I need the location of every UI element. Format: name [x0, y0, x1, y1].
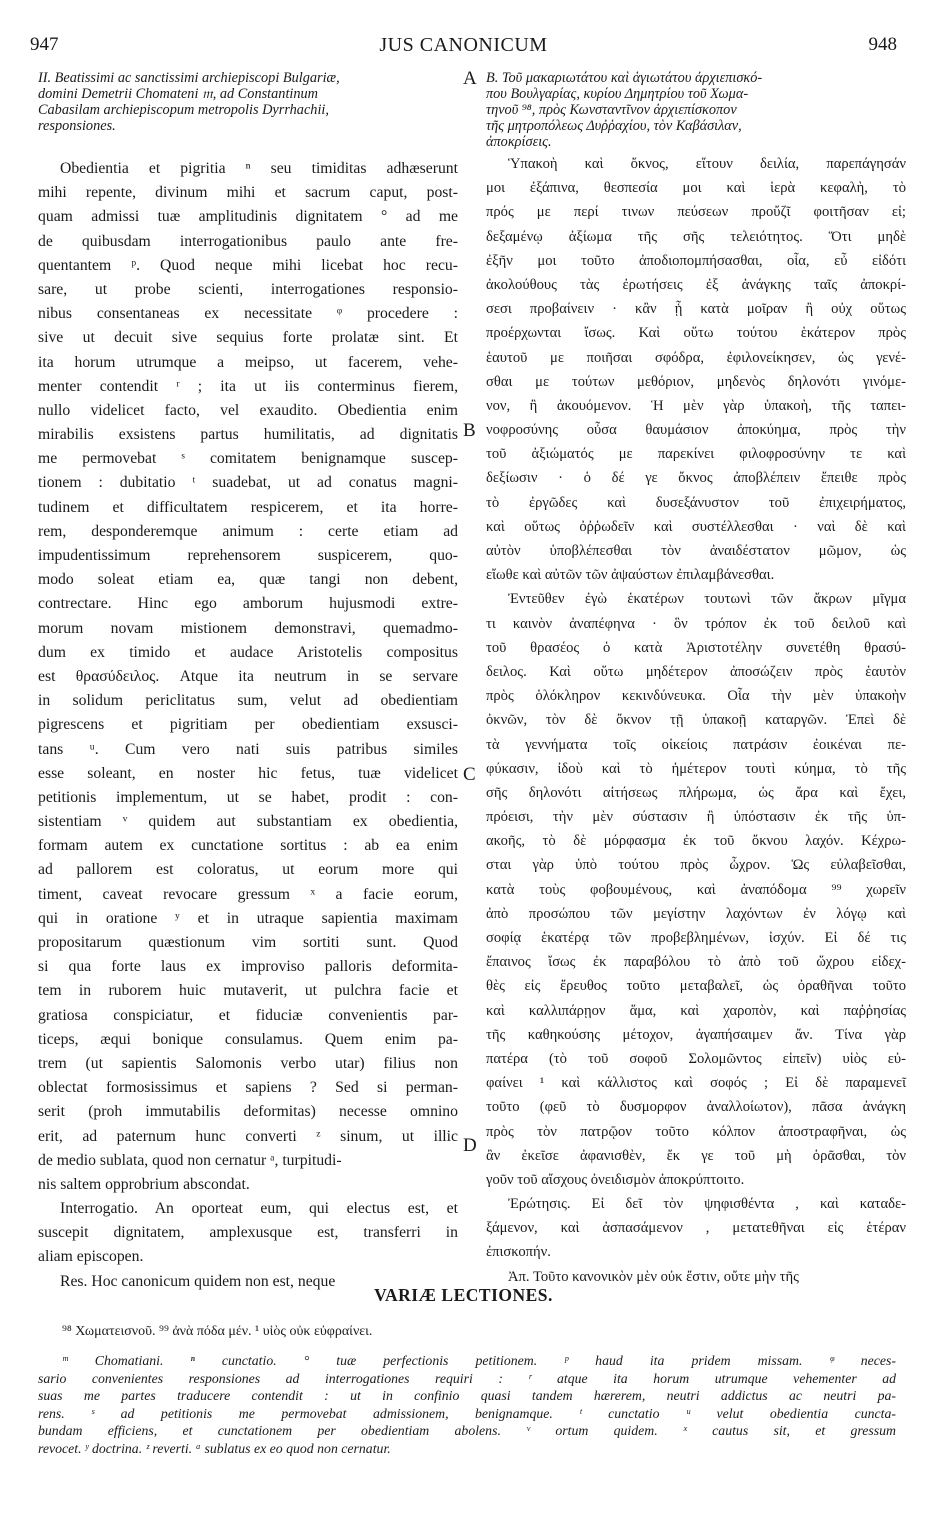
greek-text-line: δεξαμένῳ ἀξίωμα τῆς σῆς τελειότητος. Ὅτι μηδὲ [486, 228, 906, 245]
greek-text-line: φύκασιν, ἰδοὺ καὶ τὸ ἡμέτερον τουτὶ κύημα, τὸ τῆς [486, 760, 906, 777]
margin-letter-b: B [463, 420, 476, 441]
latin-text-line: sare, ut probe scienti, interrogationes responsio- [38, 280, 458, 298]
greek-text-line: Ἐρώτησις. Εἰ δεῖ τὸν ψηφισθέντα , καὶ καταδε- [508, 1196, 906, 1213]
greek-text-line: τοῦ ἀξιώματός με παρεκίνει φιλοφροσύνην τε καὶ [486, 446, 906, 463]
running-header [0, 34, 927, 58]
greek-text-line: πρὸς ὁλόκληρον κεκινδύνευκα. Οἷα τὴν μὲν ὑπακοὴν [486, 688, 906, 705]
greek-text-line: ἀκολούθους τὰς ἐρωτήσεις ἐξ ἀνάγκης ταῖς ἀποκρί- [486, 276, 906, 293]
variae-note-line: rens. ˢ ad petitionis me permovebat admissionem, benignamque. ᵗ cunctatio ᵘ velut obedientia cuncta- [38, 1405, 896, 1421]
latin-text-line: petitionis implementum, ut se habet, prodit : con- [38, 788, 458, 806]
greek-text-line: ἑαυτοῦ με ποιῆσαι σφόδρα, ἐφιλονείκησεν, ὡς γενέ- [486, 349, 906, 366]
greek-text-line: πρόεισι, τὴν μὲν σύστασιν ἢ ὑπόστασιν ἐκ τῆς ὑπ- [486, 809, 906, 826]
page-number-left: 947 [30, 34, 59, 55]
greek-column [486, 70, 906, 1289]
latin-heading-line: Cabasilam archiepiscopum metropolis Dyrrhachii, [38, 102, 329, 118]
greek-text-line: καὶ καλλιπάρῃον ἅμα, καὶ χαροπὸν, καὶ παῤῥησίας [486, 1002, 906, 1019]
latin-text-line: sistentiam ᵛ quidem aut substantiam ex obedientia, [38, 813, 458, 831]
variae-greek-notes: ⁹⁸ Χωματεισνοῦ. ⁹⁹ ἀνὰ πόδα μέν. ¹ υἱὸς οὐκ εὐφραίνει. [62, 1324, 373, 1339]
greek-text-line: δειλος. Καὶ οὕτω μηδέτερον ἀποσώζειν πρὸς ἑαυτὸν [486, 663, 906, 680]
greek-text-line: φαίνει ¹ καὶ κάλλιστος καὶ σοφός ; Εἰ δὲ παραμενεῖ [486, 1075, 906, 1092]
greek-text-line: ἔπαινος ἴσως ἐκ παραβόλου τὸ ἀπὸ τοῦ ὤχρου εἰδεχ- [486, 954, 906, 971]
latin-text-line: de medio sublata, quod non cernatur ᵃ, turpitudi- [38, 1151, 342, 1169]
latin-text-line: menter contendit ʳ ; ita ut iis conterminus fierem, [38, 377, 458, 395]
latin-text-line: pigrescens et pigritiam per obedientiam exsusci- [38, 716, 458, 734]
latin-text-line: si qua forte laus ex improviso palloris deformita- [38, 958, 458, 976]
latin-text-line: tem in ruborem huic mutaverit, ut pulchra facie et [38, 982, 458, 1000]
latin-heading-line: responsiones. [38, 118, 116, 134]
greek-text-line: τοῦτο (φεῦ τὸ δυσμορφον ἀναλλοίωτον), πᾶσα ἀνάγκη [486, 1099, 906, 1116]
greek-text-line: ἐπισκοπήν. [486, 1244, 551, 1261]
greek-text-line: πατέρα (τὸ τοῦ σοφοῦ Σολομῶντος εἰπεῖν) υἱὸς εὐ- [486, 1050, 906, 1067]
greek-heading-line: τηνοῦ ⁹⁸, πρὸς Κωνσταντῖνον ἀρχιεπίσκοπον [486, 102, 737, 118]
variae-note-line: sario convenientes responsiones ad interrogationes requiri : ʳ atque ita horum utrumque vehementer ad [38, 1370, 896, 1386]
latin-text-line: mirabilis exsistens partus humilitatis, ad dignitatis [38, 426, 458, 444]
latin-body [38, 157, 458, 1294]
variae-note-line: bundam efficiens, et cunctationem per obedientiam abolens. ᵛ ortum quidem. ˣ cautus sit, et gressum [38, 1423, 896, 1438]
greek-text-line: ξάμενον, καὶ ἀσπασάμενον , μετατεθῆναι εἰς ἑτέραν [486, 1220, 906, 1237]
latin-text-line: qui in oratione ʸ et in utraque sapientia maximam [38, 909, 458, 927]
variae-note-line: revocet. ʸ doctrina. ᶻ reverti. ᵃ sublatus ex eo quod non cernatur. [38, 1440, 391, 1456]
greek-text-line: σῆς δηλονότι αἰτήσεως πλήρωμα, ὡς ἄρα καὶ ἔχει, [486, 784, 906, 801]
greek-text-line: μοι ἐξάπινα, θεσπεσία μοι καὶ ἱερὰ κεφαλὴ, τὸ [486, 180, 906, 197]
greek-text-line: σοφίᾳ ἑκατέρᾳ τῶν προβεβλημένων, ἰσχύν. Εἰ δέ τις [486, 930, 906, 946]
variae-note-line: suas me partes traducere contendit : ut in confinio quasi tandem hærerem, neutri addictus ac neutri pa- [38, 1388, 896, 1403]
variae-latin-notes [38, 1352, 896, 1457]
latin-text-line: tudinem et difficultatem respicerem, et ita horre- [38, 498, 458, 516]
latin-text-line: dum ex timido et audace Aristotelis compositus [38, 643, 458, 661]
greek-text-line: εἴωθε καὶ αὐτῶν τῶν ἀψαύστων ἐπιλαμβάνεσθαι. [486, 567, 775, 584]
latin-text-line: propositarum quæstionum vim sortiti sunt. Quod [38, 934, 458, 951]
latin-text-line: rem, desponderemque animum : certe etiam ad [38, 522, 458, 540]
latin-text-line: tans ᵘ. Cum vero nati suis patribus similes [38, 740, 458, 758]
greek-text-line: ἂν ἐκεῖσε ἀφανισθὲν, ἔκ γε τοῦ μὴ ὁρᾶσθαι, τὸν [486, 1147, 906, 1164]
greek-text-line: σεσι προβαίνειν · κἂν ᾗ κατὰ μοῖραν ἢ οὐχ οὕτως [486, 301, 906, 318]
latin-text-line: ita horum utrumque a meipso, ut facerem, vehe- [38, 353, 458, 371]
greek-text-line: Ἀπ. Τοῦτο κανονικὸν μὲν οὐκ ἔστιν, οὔτε μὴν τῆς [508, 1268, 799, 1285]
greek-text-line: γοῦν τοῦ αἴσχους ὀνειδισμὸν ἀποκρύπτοιτο. [486, 1171, 745, 1188]
greek-text-line: τοῦ θρασέος ὁ κατὰ Ἀριστοτέλην συνετέθη θρασύ- [486, 639, 906, 656]
greek-text-line: τῆς καθηκούσης μέτοχον, ἀγαπήσαιμεν ἄν. Τίνα γὰρ [486, 1026, 906, 1043]
variae-lectiones-title: VARIÆ LECTIONES. [374, 1285, 553, 1305]
latin-text-line: Res. Hoc canonicum quidem non est, neque [60, 1272, 336, 1290]
latin-text-line: de quibusdam interrogationibus paulo ante fre- [38, 232, 458, 250]
greek-text-line: πρός με περί τινων πεύσεων προὔζῖ φοιτῆσαν εἰ; [486, 204, 906, 221]
greek-text-line: σθαι με τούτων μεθόριον, μηδενὸς δηλονότι γινόμε- [486, 373, 906, 390]
greek-body [486, 152, 906, 1289]
greek-heading-line: που Βουλγαρίας, κυρίου Δημητρίου τοῦ Χωμα- [486, 86, 749, 102]
latin-text-line: Obedientia et pigritia ⁿ seu timiditas adhæserunt [60, 160, 458, 177]
greek-text-line: θὲς εἰς ἔρευθος τοῦτο μεταβαλεῖ, ὡς ὀραθῆναι τοῦτο [486, 978, 906, 995]
greek-text-line: προέρχωνται ἴσως. Καὶ οὕτω τούτου ἑκάτερον πρὸς [486, 325, 906, 342]
greek-text-line: νοφροσύνης οὖσα θαυμάσιον ἀποκύημα, πρὸς τὴν [486, 422, 906, 439]
latin-text-line: est θρασύδειλος. Atque ita neutrum in se servare [38, 667, 458, 685]
latin-text-line: oblectat formosissimus et sapiens ? Sed si perman- [38, 1079, 458, 1097]
greek-text-line: ὀκνῶν, τὸν δὲ ὄκνον τῇ ὑπακοῇ καταργῶν. Ἐπεὶ δὲ [486, 712, 906, 729]
latin-text-line: sive ut decuit sive sequius forte prolatæ sint. Et [38, 329, 458, 347]
latin-text-line: aliam episcopen. [38, 1248, 144, 1266]
greek-heading-line: ἀποκρίσεις. [486, 134, 552, 150]
margin-letter-c: C [463, 764, 476, 785]
latin-text-line: serit (proh immutabilis deformitas) necesse omnino [38, 1103, 458, 1121]
latin-heading [38, 70, 458, 134]
latin-text-line: Interrogatio. An oporteat eum, qui electus est, et [60, 1200, 458, 1218]
latin-text-line: formam autem ex cunctatione sortitus : ab ea enim [38, 837, 458, 855]
margin-letter-a: A [463, 68, 477, 89]
latin-text-line: in solidum periclitatus sum, velut ad obedientiam [38, 692, 458, 710]
greek-text-line: πρὸς τὸν πατρῷον τοῦτο κόλπον ἀποστραφῆναι, ὡς [486, 1123, 906, 1140]
greek-text-line: αὐτὸν ὑποβλέπεσθαι τὸν ἀναιδέστατον μῶμον, ὡς [486, 543, 906, 559]
latin-text-line: nullo videlicet facto, vel exaudito. Obedientia enim [38, 401, 458, 419]
latin-text-line: me permovebat ˢ comitatem benignamque suscep- [38, 450, 458, 468]
latin-text-line: tionem : dubitatio ᵗ suadebat, ut ad conatus magni- [38, 474, 458, 492]
latin-text-line: modo soleat etiam ea, quæ tangi non debent, [38, 571, 458, 589]
latin-text-line: esse soleant, en noster hic fetus, tuæ videlicet [38, 764, 458, 782]
latin-text-line: quam admissi tuæ amplitudinis dignitatem ° ad me [38, 208, 458, 226]
latin-text-line: gratiosa conspiciatur, et fiduciæ convenientis par- [38, 1006, 458, 1024]
greek-text-line: νον, ἢ ἀκουόμενον. Ἡ μὲν γὰρ ὑπακοὴ, τῆς ταπει- [486, 397, 906, 414]
greek-text-line: κατὰ τοὺς φοβουμένους, καὶ ἀναπόδομα ⁹⁹ χωρεῖν [486, 881, 906, 898]
latin-column [38, 70, 458, 1294]
latin-text-line: contrectare. Hinc ego amborum hujusmodi extre- [38, 595, 458, 613]
latin-text-line: suscepit dignitatem, amplexusque est, transferri in [38, 1224, 458, 1242]
greek-text-line: σται γὰρ ὑπὸ τούτου πρὸς ὦχρον. Ὡς εὐλαβεῖσθαι, [486, 857, 906, 874]
greek-heading-line: τῆς μητροπόλεως Δυῤῥαχίου, τὸν Καβάσιλαν, [486, 118, 742, 134]
greek-text-line: τὰ γεννήματα τοῖς οἰκείοις πατράσιν ἐοικέναι πε- [486, 736, 906, 753]
page-number-right: 948 [868, 34, 897, 55]
latin-text-line: impudentissimum reprehensorem suspicerem, quo- [38, 547, 458, 564]
latin-text-line: ticeps, æqui bonique consulamus. Quem enim pa- [38, 1030, 458, 1048]
greek-text-line: τὸ ἐργῶδες καὶ δυσεξάνυστον τοῦ ἐπιχειρήματος, [486, 494, 906, 511]
latin-text-line: morum novam mistionem demonstravi, quemadmo- [38, 619, 458, 637]
variae-note-line: ᵐ Chomatiani. ⁿ cunctatio. ° tuæ perfectionis petitionem. ᵖ haud ita pridem missam. ᵠ neces- [62, 1353, 896, 1368]
greek-text-line: ἀπὸ προσώπου τῶν μεγίστην λαχόντων ἐν λόγῳ καὶ [486, 905, 906, 922]
greek-text-line: Ἐντεῦθεν ἐγὼ ἑκατέρων τουτωνὶ τῶν ἄκρων μῖγμα [508, 591, 906, 608]
greek-text-line: τι καινὸν ἀναπέφηνα · ὃν τρόπον ἐκ τοῦ δειλοῦ καὶ [486, 615, 906, 632]
greek-text-line: δεξίωσιν · ὁ δέ γε ὄκνος ἀποβλέπειν ἔπειθε πρὸς [486, 470, 906, 487]
latin-text-line: quentantem ᵖ. Quod neque mihi licebat hoc recu- [38, 256, 458, 274]
latin-text-line: nibus consentaneas ex necessitate ᵠ procedere : [38, 305, 458, 323]
latin-text-line: ad pallorem est coloratus, ut eorum more qui [38, 861, 458, 879]
running-title: JUS CANONICUM [379, 34, 548, 56]
greek-heading [486, 70, 906, 150]
greek-heading-line: B. Τοῦ μακαριωτάτου καὶ ἁγιωτάτου ἀρχιεπισκό- [486, 70, 763, 86]
latin-text-line: trem (ut sapientis Salomonis verbo utar) filius non [38, 1054, 458, 1072]
latin-text-line: timent, caveat revocare gressum ˣ a facie eorum, [38, 885, 458, 903]
greek-text-line: Ὑπακοὴ καὶ ὄκνος, εἴτουν δειλία, παρεπάγησάν [508, 156, 906, 172]
latin-text-line: nis saltem opprobrium abscondat. [38, 1175, 250, 1193]
latin-heading-line: domini Demetrii Chomateni 𝔪, ad Constantinum [38, 86, 319, 102]
greek-text-line: καὶ οὕτως ὀῤῥωδεῖν καὶ συστέλλεσθαι · ναὶ δὲ καὶ [486, 518, 906, 535]
latin-heading-line: II. Beatissimi ac sanctissimi archiepiscopi Bulgariæ, [38, 70, 340, 86]
latin-text-line: erit, ad paternum hunc converti ᶻ sinum, ut illic [38, 1127, 458, 1145]
latin-text-line: mihi repente, divinum mihi et sacrum caput, post- [38, 184, 458, 202]
greek-text-line: ἐξῆν μοι τοῦτο ἀποδιοπομπήσασθαι, οἷα, εὖ εἰδότι [486, 252, 906, 269]
greek-text-line: ακοῆς, τὸ δὲ μόρφασμα ἐκ τοῦ ὄκνου λαχόν. Κέχρω- [486, 833, 906, 850]
margin-letter-d: D [463, 1135, 477, 1156]
